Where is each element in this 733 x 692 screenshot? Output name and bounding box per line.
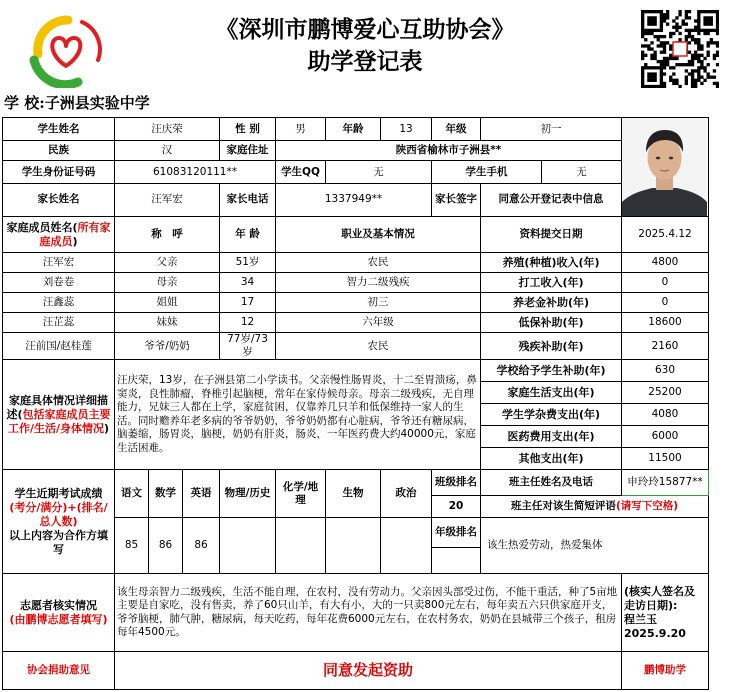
parent-phone-label: 家长电话 (220, 183, 276, 216)
student-name: 汪庆荣 (115, 118, 220, 141)
teacher-comment: 该生热爱劳动，热爱集体 (481, 518, 709, 574)
comment-label-red: (请写下空格) (615, 500, 679, 512)
situation-label (3, 360, 115, 470)
member-age: 51岁 (220, 253, 276, 273)
age-header: 年 龄 (220, 217, 276, 253)
student-qq: 无 (326, 161, 432, 183)
gender-label: 性 别 (220, 118, 276, 141)
grade: 初一 (481, 118, 622, 141)
association-logo (24, 8, 108, 88)
student-qq-label: 学生QQ (276, 161, 326, 183)
comment-label-black: 班主任对该生简短评语 (510, 500, 616, 512)
student-phone-label: 学生手机 (432, 161, 542, 183)
family-row (3, 293, 709, 313)
finance-value: 11500 (622, 448, 709, 470)
visit-label: (核实人签名及走访日期): (624, 584, 696, 612)
finance-label: 打工收入(年) (481, 273, 622, 293)
subject-header: 政治 (381, 470, 432, 518)
relation-header: 称 呼 (115, 217, 220, 253)
score-value (276, 518, 326, 574)
consent-text: 同意公开登记表中信息 (481, 183, 622, 216)
finance-label: 养老金补助(年) (481, 293, 622, 313)
school-label: 学 校: (4, 94, 45, 112)
opinion-label: 协会捐助意见 (3, 652, 115, 690)
school-line (4, 92, 150, 113)
parent-phone: 1337949** (276, 183, 432, 216)
score-value: 85 (115, 518, 149, 574)
form-title (130, 14, 600, 78)
family-row (3, 313, 709, 333)
member-job: 农民 (276, 253, 481, 273)
member-job: 初三 (276, 293, 481, 313)
member-age: 17 (220, 293, 276, 313)
family-row (3, 333, 709, 360)
finance-label: 其他支出(年) (481, 448, 622, 470)
verify-label (3, 574, 115, 652)
situation-text: 汪庆荣，13岁，在子洲县第二小学读书。父亲慢性肠胃炎，十二至胃溃疡，鼻窦炎，良性肺瘤，脊椎引起脑梗，常年在家侍候母亲。母亲二级残疾，无自理能力，兄妹三人都在上学，家庭贫困，仅靠养几只羊和低保维持一家人的生活。同时赡养年老多病的爷爷奶奶，爷爷奶奶都有心脏病，爷爷还有糖尿病，脑萎缩，肠胃炎，脑梗，奶奶有肝炎，肠炎，一年医药费大约40000元，家庭生活困难。 (115, 360, 481, 470)
family-members-label (3, 217, 115, 253)
finance-label: 医药费用支出(年) (481, 426, 622, 448)
teacher-contact: 申玲玲15877** (622, 470, 709, 496)
verify-text: 该生母亲智力二级残疾，生活不能自理，在农村，没有劳动力。父亲因头部受过伤，不能干重活，种了5亩地主要是自家吃，没有售卖，养了60只山羊，有大有小，大的一只卖800元左右，每年卖五六只供家庭开支，爷爷脑梗，肺气肿，糖尿病，每天吃药，每年花费6000元左右，在农村务农，奶奶在县城带三个孩子，租房每年4500元。 (115, 574, 622, 652)
qr-code (641, 10, 719, 88)
submit-date: 2025.4.12 (622, 217, 709, 253)
family-row (3, 253, 709, 273)
finance-value: 4800 (622, 253, 709, 273)
member-age: 12 (220, 313, 276, 333)
score-value: 86 (149, 518, 183, 574)
member-relation: 爷爷/奶奶 (115, 333, 220, 360)
finance-label: 低保补助(年) (481, 313, 622, 333)
address: 陕西省榆林市子洲县** (276, 141, 622, 161)
situation-label-close: ) (104, 421, 110, 435)
grade-rank-label: 年级排名 (432, 518, 481, 548)
registration-form (2, 117, 709, 690)
visitor-name: 程兰玉 (624, 612, 657, 626)
member-name: 刘卷卷 (3, 273, 115, 293)
finance-value: 4080 (622, 404, 709, 426)
grade-rank (432, 548, 481, 574)
member-name: 汪军宏 (3, 253, 115, 273)
grade-label: 年级 (432, 118, 481, 141)
parent-name: 汪军宏 (115, 183, 220, 216)
brand-label: 鹏博助学 (622, 652, 709, 690)
parent-sign-label: 家长签字 (432, 183, 481, 216)
member-name: 汪前国/赵桂莲 (3, 333, 115, 360)
teacher-label: 班主任姓名及电话 (481, 470, 622, 496)
age-label: 年龄 (326, 118, 381, 141)
ethnicity: 汉 (115, 141, 220, 161)
family-label-close: ) (72, 234, 78, 248)
subject-header: 语文 (115, 470, 149, 518)
member-job: 智力二级残疾 (276, 273, 481, 293)
member-name: 汪鑫蕊 (3, 293, 115, 313)
score-value (326, 518, 381, 574)
finance-value: 18600 (622, 313, 709, 333)
finance-label: 学校给予学生补助(年) (481, 360, 622, 382)
subject-header: 数学 (149, 470, 183, 518)
student-id-label: 学生身份证号码 (3, 161, 115, 183)
member-age: 34 (220, 273, 276, 293)
job-header: 职业及基本情况 (276, 217, 481, 253)
finance-label: 养殖(种植)收入(年) (481, 253, 622, 273)
score-value (220, 518, 276, 574)
scores-label-black1: 学生近期考试成绩 (14, 486, 103, 500)
situation-label-red: 包括家庭成员主要工作/生活/身体情况 (7, 407, 111, 435)
scores-label-red: (考分/满分)+(排名/总人数) (9, 500, 108, 528)
finance-value: 2160 (622, 333, 709, 360)
class-rank: 20 (432, 496, 481, 518)
finance-label: 残疾补助(年) (481, 333, 622, 360)
parent-name-label: 家长姓名 (3, 183, 115, 216)
family-label-black: 家庭成员姓名( (6, 220, 78, 234)
member-relation: 母亲 (115, 273, 220, 293)
finance-value: 25200 (622, 382, 709, 404)
student-id: 61083120111** (115, 161, 276, 183)
age: 13 (381, 118, 432, 141)
visit-info (622, 574, 709, 652)
verify-label-black: 志愿者核实情况 (20, 598, 97, 612)
member-age: 77岁/73岁 (220, 333, 276, 360)
gender: 男 (276, 118, 326, 141)
scores-label-black2: 以上内容为合作方填写 (9, 528, 108, 556)
score-value (381, 518, 432, 574)
finance-value: 0 (622, 293, 709, 313)
subject-header: 英语 (183, 470, 220, 518)
member-job: 六年级 (276, 313, 481, 333)
submit-date-label: 资料提交日期 (481, 217, 622, 253)
subject-header: 生物 (326, 470, 381, 518)
finance-value: 630 (622, 360, 709, 382)
family-label-red: 所有家庭成员 (39, 220, 111, 248)
ethnicity-label: 民族 (3, 141, 115, 161)
finance-label: 家庭生活支出(年) (481, 382, 622, 404)
comment-label (481, 496, 709, 518)
member-relation: 姐姐 (115, 293, 220, 313)
student-name-label: 学生姓名 (3, 118, 115, 141)
class-rank-label: 班级排名 (432, 470, 481, 496)
situation-label-black: 家庭具体情况详细描述( (6, 393, 108, 421)
score-value: 86 (183, 518, 220, 574)
address-label: 家庭住址 (220, 141, 276, 161)
student-phone: 无 (542, 161, 622, 183)
title-line-2: 助学登记表 (307, 48, 423, 75)
verify-label-red: (由鹏博志愿者填写) (9, 612, 108, 626)
scores-label (3, 470, 115, 574)
subject-header: 物理/历史 (220, 470, 276, 518)
member-relation: 父亲 (115, 253, 220, 273)
title-line-1: 《深圳市鹏博爱心互助协会》 (215, 16, 515, 43)
finance-value: 6000 (622, 426, 709, 448)
visit-date: 2025.9.20 (624, 626, 686, 640)
subject-header: 化学/地理 (276, 470, 326, 518)
member-relation: 妹妹 (115, 313, 220, 333)
student-photo (622, 118, 709, 217)
finance-value: 0 (622, 273, 709, 293)
school-name: 子洲县实验中学 (44, 94, 150, 112)
opinion-value: 同意发起资助 (115, 652, 622, 690)
member-job: 农民 (276, 333, 481, 360)
family-row (3, 273, 709, 293)
finance-label: 学生学杂费支出(年) (481, 404, 622, 426)
member-name: 汪芷蕊 (3, 313, 115, 333)
